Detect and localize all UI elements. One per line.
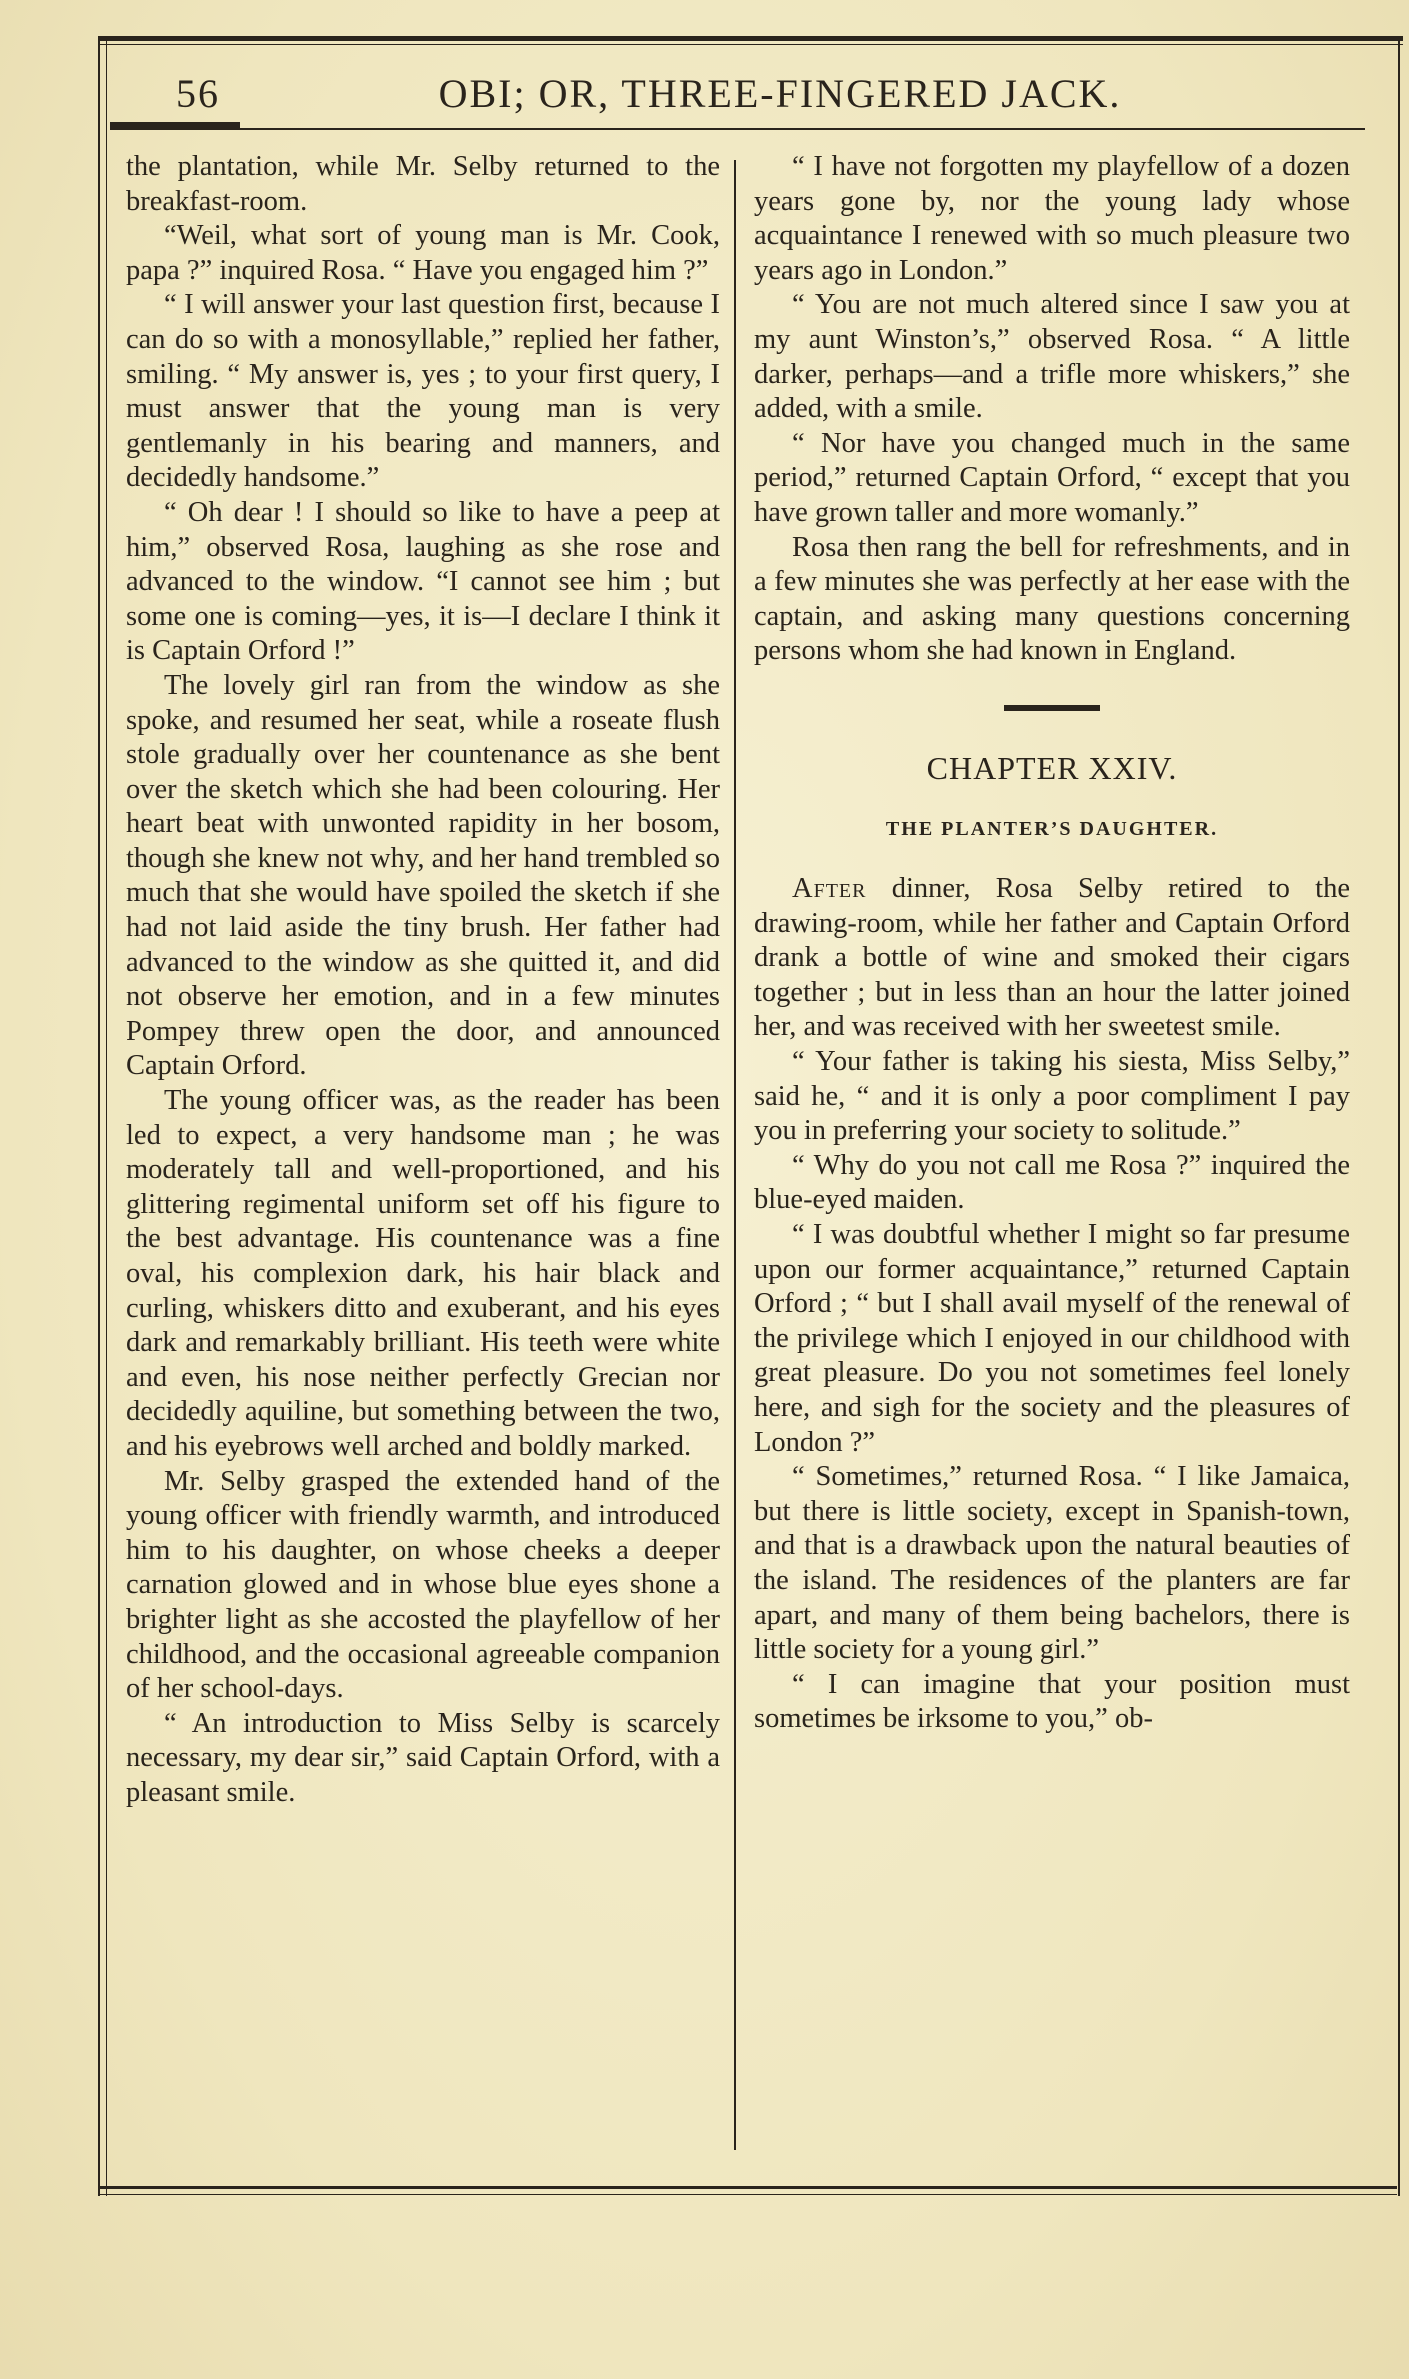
bottom-border-hairline — [100, 2194, 1397, 2195]
paragraph: “ I can imagine that your position must sometimes be irksome to you,” ob- — [754, 1668, 1350, 1735]
paragraph: “ You are not much altered since I saw you at my aunt Winston’s,” observed Rosa. “ A little darker, perhaps—and a trifle more whiskers,” she added, with a smile. — [754, 289, 1350, 425]
paragraph: “ Sometimes,” returned Rosa. “ I like Jamaica, but there is little society, except in Spanish-town, and that is a drawback upon the natural beauties of the island. The residences of the planters are far apart, and many of them being bachelors, there is little society for a young girl.” — [754, 1461, 1350, 1666]
paragraph: “ An introduction to Miss Selby is scarcely necessary, my dear sir,” said Captain Orford, with a pleasant smile. — [126, 1707, 720, 1808]
chapter-opening-paragraph — [754, 872, 1350, 1045]
page-header — [110, 70, 1370, 130]
opening-word: After — [792, 873, 867, 905]
page-number: 56 — [176, 71, 220, 116]
top-border-rule — [98, 36, 1403, 41]
left-border-hairline — [106, 36, 107, 2196]
paragraph: The lovely girl ran from the window as she spoke, and resumed her seat, while a roseate flush stole gradually over her countenance as she bent over the sketch which she had been colouring. Her heart beat with unwonted rapidity in her bosom, though she knew not why, and her hand trembled so much that she would have spoiled the sketch if she had not laid aside the tiny brush. Her father had advanced to the window as she quitted it, and did not observe her emotion, and in a few minutes Pompey threw open the door, and announced Captain Orford. — [126, 669, 720, 1082]
paragraph: “ Why do you not call me Rosa ?” inquired the blue-eyed maiden. — [754, 1149, 1350, 1216]
chapter-title: CHAPTER XXIV. — [926, 749, 1178, 786]
bottom-border-rule — [100, 2186, 1397, 2189]
right-column — [754, 150, 1350, 1737]
paragraph: “ I was doubtful whether I might so far presume upon our former acquaintance,” returned Captain Orford ; “ but I shall avail myself of the renewal of the privilege which I enjoyed in our childhood with great pleasure. Do you not sometimes feel lonely here, and sigh for the society and the pleasures of London ?” — [754, 1219, 1350, 1458]
top-border-hairline — [98, 44, 1403, 45]
section-separator — [1004, 705, 1100, 711]
paragraph: “ Oh dear ! I should so like to have a peep at him,” observed Rosa, laughing as she rose and advanced to the window. “I cannot see him ; but some one is coming—yes, it is—I declare I think it is Captain Orford !” — [126, 496, 720, 667]
paragraph: the plantation, while Mr. Selby returned to the breakfast-room. — [126, 151, 720, 217]
paragraph: The young officer was, as the reader has been led to expect, a very handsome man ; he was moderately tall and well-proportioned, and his glittering regimental uniform set off his figure to the best advantage. His countenance was a fine oval, his complexion dark, his hair black and curling, whiskers ditto and exuberant, and his eyes dark and remarkably brilliant. His teeth were white and even, his nose neither perfectly Grecian nor decidedly aquiline, but something between the two, and his eyebrows well arched and boldly marked. — [126, 1085, 720, 1462]
running-title: OBI; OR, THREE-FINGERED JACK. — [438, 71, 1122, 116]
paragraph: Mr. Selby grasped the extended hand of the young officer with friendly warmth, and introduced him to his daughter, on whose cheeks a deeper carnation glowed and in whose blue eyes shone a brighter light as she accosted the playfellow of her childhood, and the occasional agreeable companion of her school-days. — [126, 1465, 720, 1705]
opening-text: dinner, Rosa Selby retired to the drawing-room, while her father and Captain Orford drank a bottle of wine and smoked their cigars together ; but in less than an hour the latter joined her, and was received with her sweetest smile. — [754, 873, 1350, 1043]
left-border-rule — [98, 36, 100, 2196]
left-column — [126, 150, 720, 1811]
paragraph: “ Your father is taking his siesta, Miss Selby,” said he, “ and it is only a poor compliment I pay you in preferring your society to solitude.” — [754, 1046, 1350, 1147]
right-border-rule — [1398, 36, 1400, 2196]
paragraph: “ Nor have you changed much in the same period,” returned Captain Orford, “ except that you have grown taller and more womanly.” — [754, 427, 1350, 528]
paragraph: “ I will answer your last question first, because I can do so with a monosyllable,” replied her father, smiling. “ My answer is, yes ; to your first query, I must answer that the young man is very gentlemanly in his bearing and manners, and decidedly handsome.” — [126, 289, 720, 494]
paragraph: “Weil, what sort of young man is Mr. Cook, papa ?” inquired Rosa. “ Have you engaged him ?” — [126, 220, 720, 286]
column-divider — [734, 160, 736, 2150]
header-rule — [110, 128, 1365, 130]
paragraph: Rosa then rang the bell for refreshments, and in a few minutes she was perfectly at her ease with the captain, and asking many questions concerning persons whom she had known in England. — [754, 531, 1350, 667]
chapter-subtitle: THE PLANTER’S DAUGHTER. — [885, 817, 1219, 840]
paragraph: “ I have not forgotten my playfellow of a dozen years gone by, nor the young lady whose acquaintance I renewed with so much pleasure two years ago in London.” — [754, 151, 1350, 286]
